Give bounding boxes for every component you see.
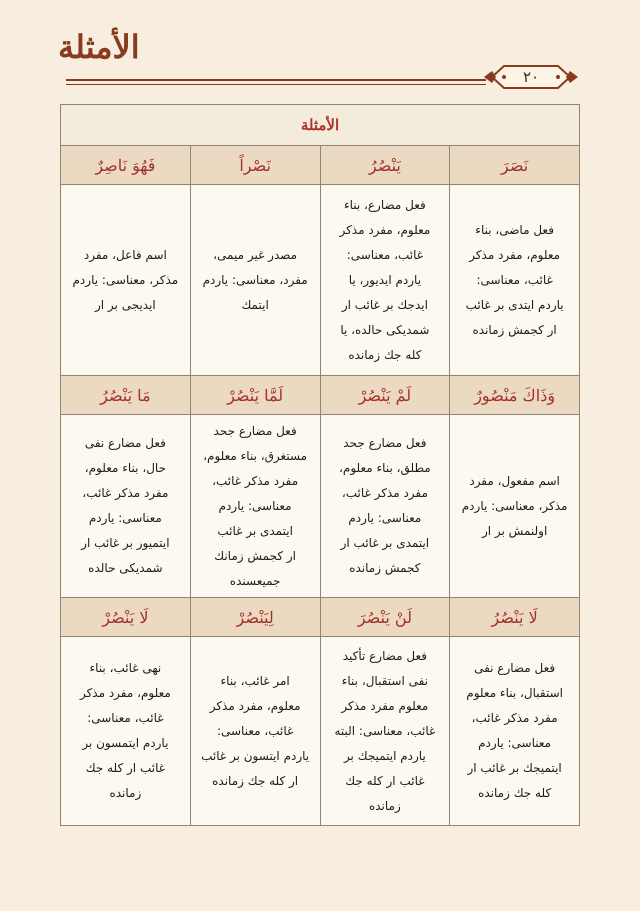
description-text: فعل مضارع نفی حال، بناء معلوم، مفرد مذكر غائب، معناسی: ياردم ايتميور بر غائب ار شمديكی حالده [81, 436, 170, 575]
header-rule-thin [66, 84, 486, 85]
header-cell: مَا يَنْصُرُ [61, 376, 191, 415]
table-header-row [61, 146, 580, 185]
header-rule [66, 79, 486, 81]
description-cell [450, 415, 580, 598]
description-cell [61, 415, 191, 598]
table-title: الأمثلة [61, 105, 580, 146]
description-text: اسم فاعل، مفرد مذكر، معناسی: ياردم ايديجی بر ار [72, 247, 179, 312]
description-cell [190, 637, 320, 826]
description-cell [320, 415, 450, 598]
header-cell: وَذَاكَ مَنْصُورٌ [450, 376, 580, 415]
table-row [61, 637, 580, 826]
description-text: فعل مضارع نفی استقبال، بناء معلوم مفرد مذكر غائب، معناسی: ياردم ايتميجك بر غائب ار كله جك زمانده [466, 661, 563, 800]
description-text: اسم مفعول، مفرد مذكر، معناسی: ياردم اولنمش بر ار [461, 473, 568, 538]
description-text: نهی غائب، بناء معلوم، مفرد مذكر غائب، معناسی: ياردم ايتمسون بر غائب ار كله جك زمانده [79, 661, 171, 800]
description-cell [61, 637, 191, 826]
page-number: ٢٠ [522, 68, 540, 86]
description-cell [190, 185, 320, 376]
examples-table [60, 104, 580, 826]
header-cell: فَهُوَ نَاصِرٌ [61, 146, 191, 185]
header-cell: لَمَّا يَنْصُرْ [190, 376, 320, 415]
header-cell: لَنْ يَنْصُرَ [320, 598, 450, 637]
page-number-badge [482, 64, 580, 90]
header-cell: لِيَنْصُرْ [190, 598, 320, 637]
description-text: فعل مضارع تأكيد نفی استقبال، بناء معلوم مفرد مذكر غائب، معناسی: البته ياردم ايتميجك بر غائب ار كله جك زمانده [334, 648, 436, 813]
description-text: امر غائب، بناء معلوم، مفرد مذكر غائب، معناسی: ياردم ايتسون بر غائب ار كله جك زمانده [201, 673, 310, 788]
description-text: مصدر غير ميمی، مفرد، معناسی: ياردم ايتمك [202, 247, 308, 312]
header-cell: لَمْ يَنْصُرْ [320, 376, 450, 415]
running-title: الأمثلة [58, 28, 140, 66]
header-cell: لَا يَنْصُرُ [450, 598, 580, 637]
table-row [61, 415, 580, 598]
header-cell: نَصْراً [190, 146, 320, 185]
header-cell: يَنْصُرُ [320, 146, 450, 185]
description-text: فعل ماضی، بناء معلوم، مفرد مذكر غائب، معناسی: ياردم ايتدی بر غائب ار كجمش زمانده [465, 222, 564, 337]
header-cell: نَصَرَ [450, 146, 580, 185]
description-cell [450, 637, 580, 826]
description-cell [320, 637, 450, 826]
table-header-row [61, 376, 580, 415]
header-cell: لَا يَنْصُرْ [61, 598, 191, 637]
table-row [61, 185, 580, 376]
description-cell [450, 185, 580, 376]
description-cell [190, 415, 320, 598]
table-header-row [61, 598, 580, 637]
description-text: فعل مضارع، بناء معلوم، مفرد مذكر غائب، معناسی: ياردم ايديور، يا ايدجك بر غائب ار شمديكی حالده، يا كله جك زمانده [339, 197, 431, 362]
description-text: فعل مضارع جحد مطلق، بناء معلوم، مفرد مذكر غائب، معناسی: ياردم ايتمدی بر غائب ار كجمش زمانده [339, 436, 431, 575]
table-title-row [61, 105, 580, 146]
description-text: فعل مضارع جحد مستغرق، بناء معلوم، مفرد مذكر غائب، معناسی: ياردم ايتمدی بر غائب ار كجمش زمانك جميعسنده [203, 423, 308, 588]
description-cell [320, 185, 450, 376]
description-cell [61, 185, 191, 376]
